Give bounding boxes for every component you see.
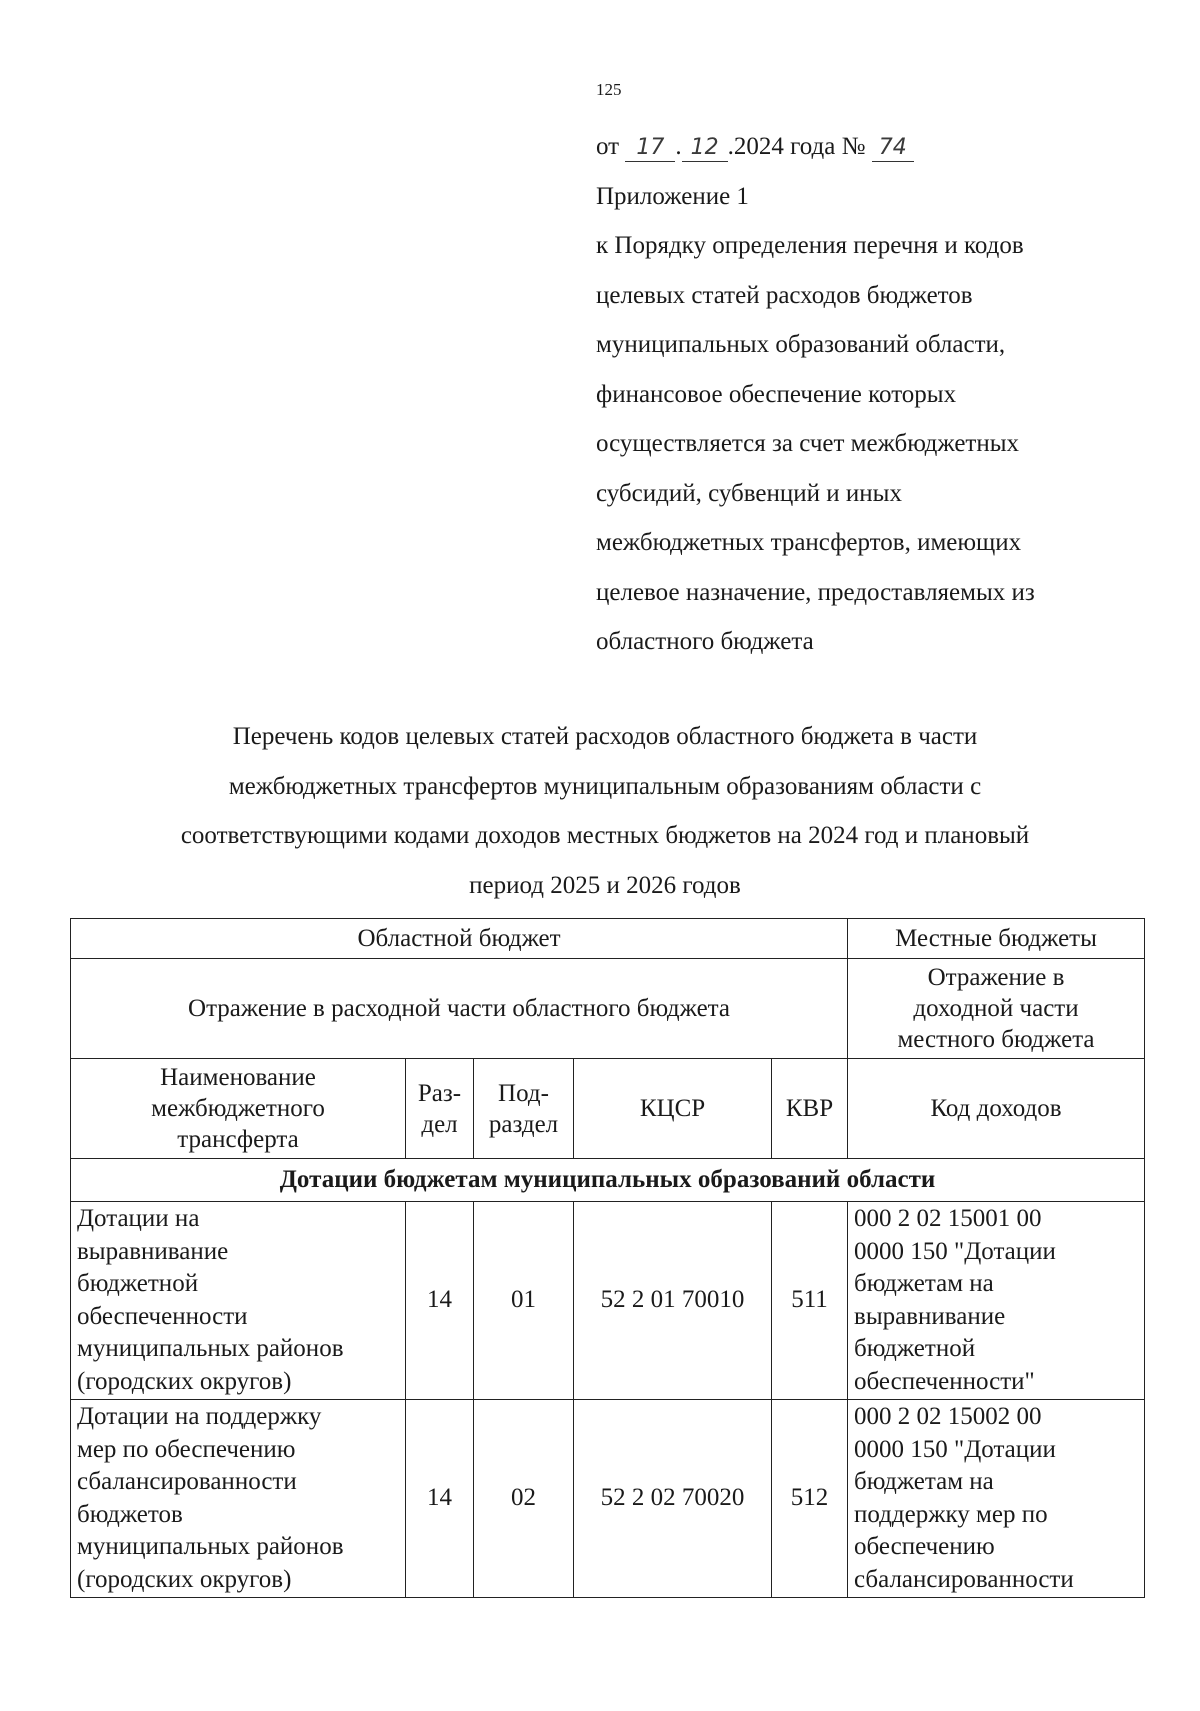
cell-line: бюджетов [77, 1500, 183, 1528]
decree-month-handwritten: 12 [682, 135, 728, 162]
regional-budget-header: Областной бюджет [71, 919, 848, 959]
decree-number-handwritten: 74 [872, 135, 914, 162]
kvr-cell: 512 [772, 1400, 848, 1598]
header-line: трансферта [177, 1126, 299, 1153]
column-header-section [406, 1059, 474, 1159]
header-line: Наименование [160, 1064, 316, 1091]
table-row [71, 1400, 1145, 1598]
subsection-cell: 02 [474, 1400, 574, 1598]
header-line: местного бюджета [897, 1026, 1095, 1053]
table-header-row [71, 959, 1145, 1059]
cell-line: бюджетной [77, 1270, 199, 1297]
cell-line: бюджетам на [854, 1468, 994, 1495]
cell-line: обеспеченности [77, 1302, 248, 1330]
income-code-cell [848, 1202, 1145, 1400]
subsection-cell: 01 [474, 1202, 574, 1400]
document-title [80, 712, 1130, 910]
income-code-cell [848, 1400, 1145, 1598]
column-header-kcsr: КЦСР [574, 1059, 772, 1159]
cell-line: Дотации на поддержку [77, 1403, 322, 1430]
title-line: Перечень кодов целевых статей расходов областного бюджета в части [232, 723, 978, 750]
table-column-header-row [71, 1059, 1145, 1159]
section-cell: 14 [406, 1202, 474, 1400]
transfer-name-cell [71, 1400, 406, 1598]
cell-line: сбалансированности [77, 1468, 297, 1495]
cell-line: обеспечению [854, 1533, 995, 1560]
decree-year: .2024 года № [727, 133, 866, 160]
cell-line: бюджетам на [854, 1270, 994, 1297]
cell-line: (городских округов) [77, 1565, 292, 1593]
cell-line: (городских округов) [77, 1367, 292, 1395]
cell-line: обеспеченности" [854, 1367, 1035, 1395]
appendix-line: осуществляется за счет межбюджетных [596, 430, 1020, 457]
kcsr-cell: 52 2 02 70020 [574, 1400, 772, 1598]
codes-table [70, 918, 1145, 1598]
appendix-line: целевых статей расходов бюджетов [596, 281, 973, 309]
title-line: период 2025 и 2026 годов [469, 871, 741, 899]
header-line: Отражение в [927, 964, 1065, 991]
decree-line: от 17 . 12 .2024 года № 74 [596, 122, 1156, 172]
section-cell: 14 [406, 1400, 474, 1598]
kcsr-cell: 52 2 01 70010 [574, 1202, 772, 1400]
section-title: Дотации бюджетам муниципальных образований области [71, 1159, 1145, 1202]
table-row [71, 1202, 1145, 1400]
column-header-kvr: КВР [772, 1059, 848, 1159]
header-line: Под- [498, 1079, 549, 1107]
table-section-row [71, 1159, 1145, 1202]
appendix-line: областного бюджета [596, 628, 814, 655]
expense-reflection-header: Отражение в расходной части областного бюджета [71, 959, 848, 1059]
cell-line: выравнивание [854, 1302, 1006, 1330]
decree-day-handwritten: 17 [625, 135, 675, 162]
appendix-line: финансовое обеспечение которых [596, 380, 957, 408]
appendix-line: к Порядку определения перечня и кодов [596, 232, 1024, 259]
title-line: соответствующими кодами доходов местных бюджетов на 2024 год и плановый [180, 822, 1030, 849]
appendix-header [596, 122, 1156, 667]
kvr-cell: 511 [772, 1202, 848, 1400]
transfer-name-cell [71, 1202, 406, 1400]
header-line: раздел [488, 1110, 559, 1138]
cell-line: Дотации на [77, 1205, 200, 1232]
cell-line: поддержку мер по [854, 1500, 1048, 1528]
local-budgets-header: Местные бюджеты [848, 919, 1145, 959]
header-line: дел [421, 1110, 458, 1138]
title-line: межбюджетных трансфертов муниципальным образованиям области с [228, 772, 982, 800]
cell-line: 0000 150 "Дотации [854, 1435, 1056, 1463]
cell-line: выравнивание [77, 1237, 229, 1265]
appendix-line: межбюджетных трансфертов, имеющих [596, 529, 1022, 556]
header-line: Раз- [417, 1079, 462, 1107]
cell-line: мер по обеспечению [77, 1435, 296, 1463]
appendix-line: муниципальных образований области, [596, 331, 1006, 358]
page-number: 125 [596, 80, 622, 99]
cell-line: 000 2 02 15001 00 [854, 1205, 1042, 1232]
table-header-row [71, 919, 1145, 959]
decree-prefix: от [596, 133, 620, 160]
column-header-name [71, 1059, 406, 1159]
income-reflection-header [848, 959, 1145, 1059]
cell-line: 0000 150 "Дотации [854, 1237, 1056, 1265]
cell-line: сбалансированности [854, 1565, 1074, 1593]
appendix-line: целевое назначение, предоставляемых из [596, 578, 1035, 606]
cell-line: 000 2 02 15002 00 [854, 1403, 1042, 1430]
header-line: доходной части [913, 995, 1079, 1022]
cell-line: муниципальных районов [77, 1533, 344, 1560]
cell-line: муниципальных районов [77, 1335, 344, 1362]
appendix-line: субсидий, субвенций и иных [596, 479, 902, 507]
column-header-subsection [474, 1059, 574, 1159]
cell-line: бюджетной [854, 1335, 976, 1362]
appendix-title: Приложение 1 [596, 182, 749, 210]
column-header-income-code: Код доходов [848, 1059, 1145, 1159]
header-line: межбюджетного [151, 1095, 325, 1122]
